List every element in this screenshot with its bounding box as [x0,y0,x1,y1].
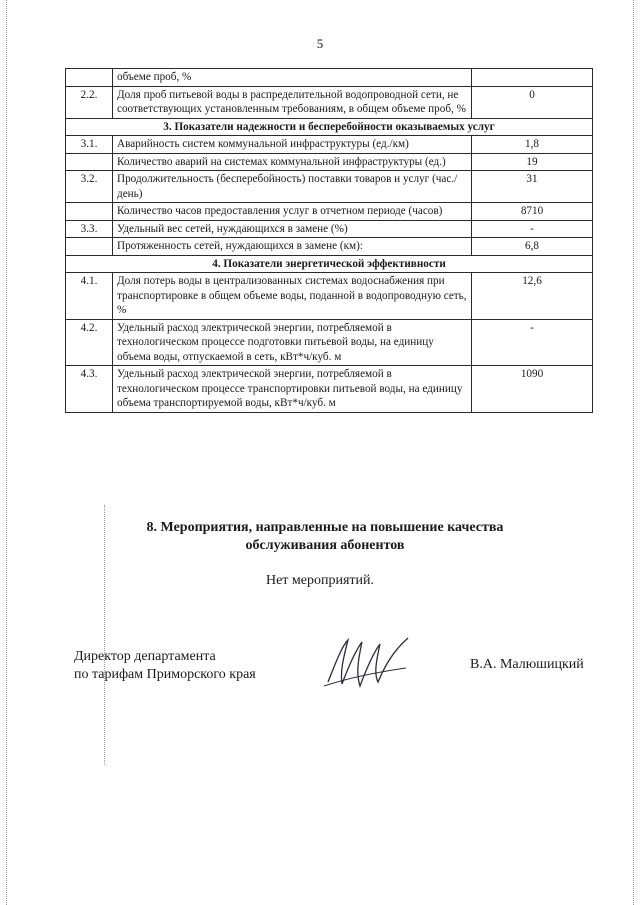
scan-edge-line [6,0,7,905]
signer-position [74,648,256,684]
indicator-name: Количество аварий на системах коммунальной инфраструктуры (ед.) [113,153,472,171]
section-heading: 3. Показатели надежности и бесперебойности оказываемых услуг [66,118,593,136]
scan-artifact-line [104,505,105,765]
table-row-row-3-2 [66,171,593,203]
row-number: 3.1. [66,136,113,154]
table-row-row-4-2 [66,319,593,366]
signer-name: В.А. Малюшицкий [470,657,584,672]
row-number: 4.2. [66,319,113,366]
indicator-value: 8710 [472,203,593,221]
table-row-row-4-3 [66,366,593,413]
section-8-heading-line1: 8. Мероприятия, направленные на повышение качества [146,520,504,535]
table-row-row-3-1 [66,136,593,154]
row-number [66,238,113,256]
page-number: 5 [316,36,324,51]
table-row-row-continuation [66,69,593,87]
indicator-value: 19 [472,153,593,171]
table-row-row-2-2 [66,86,593,118]
indicator-value: 1,8 [472,136,593,154]
row-number: 3.2. [66,171,113,203]
indicator-value: - [472,220,593,238]
section-8-heading [70,519,580,555]
table-row-row-3-1-sub [66,153,593,171]
indicator-value: 31 [472,171,593,203]
row-number: 2.2. [66,86,113,118]
signer-position-line2: по тарифам Приморского края [74,667,256,682]
indicator-name: Продолжительность (бесперебойность) поставки товаров и услуг (час./день) [113,171,472,203]
indicator-value: 6,8 [472,238,593,256]
table-row-row-3-3-sub [66,238,593,256]
table-row-section-3 [66,118,593,136]
section-8-heading-line2: обслуживания абонентов [245,538,405,553]
row-number: 3.3. [66,220,113,238]
row-number: 4.1. [66,273,113,320]
row-number [66,203,113,221]
handwritten-signature [318,632,413,694]
indicator-value: 12,6 [472,273,593,320]
indicator-name: объеме проб, % [113,69,472,87]
indicator-value [472,69,593,87]
row-number [66,69,113,87]
indicator-name: Доля проб питьевой воды в распределительной водопроводной сети, не соответствующих установленным требованиям, в общем объеме проб, % [113,86,472,118]
indicators-table [65,68,593,413]
indicator-name: Удельный расход электрической энергии, потребляемой в технологическом процессе подготовки питьевой воды, на единицу объема воды, отпускаемой в сеть, кВт*ч/куб. м [113,319,472,366]
signer-position-line1: Директор департамента [74,649,216,664]
table-row-row-3-3 [66,220,593,238]
indicator-name: Аварийность систем коммунальной инфраструктуры (ед./км) [113,136,472,154]
indicator-name: Удельный расход электрической энергии, потребляемой в технологическом процессе транспортировки питьевой воды, на единицу объема транспортируемой воды, кВт*ч/куб. м [113,366,472,413]
row-number: 4.3. [66,366,113,413]
indicator-value: 0 [472,86,593,118]
indicator-name: Количество часов предоставления услуг в отчетном периоде (часов) [113,203,472,221]
row-number [66,153,113,171]
scan-edge-line [633,0,634,905]
indicator-value: - [472,319,593,366]
section-heading: 4. Показатели энергетической эффективности [66,255,593,273]
no-measures-text: Нет мероприятий. [265,573,375,588]
indicator-name: Доля потерь воды в централизованных системах водоснабжения при транспортировке в общем объеме воды, поданной в водопроводную сеть, % [113,273,472,320]
table-row-row-3-2-sub [66,203,593,221]
indicator-value: 1090 [472,366,593,413]
indicator-name: Протяженность сетей, нуждающихся в замене (км): [113,238,472,256]
indicator-name: Удельный вес сетей, нуждающихся в замене (%) [113,220,472,238]
table-row-section-4 [66,255,593,273]
table-row-row-4-1 [66,273,593,320]
